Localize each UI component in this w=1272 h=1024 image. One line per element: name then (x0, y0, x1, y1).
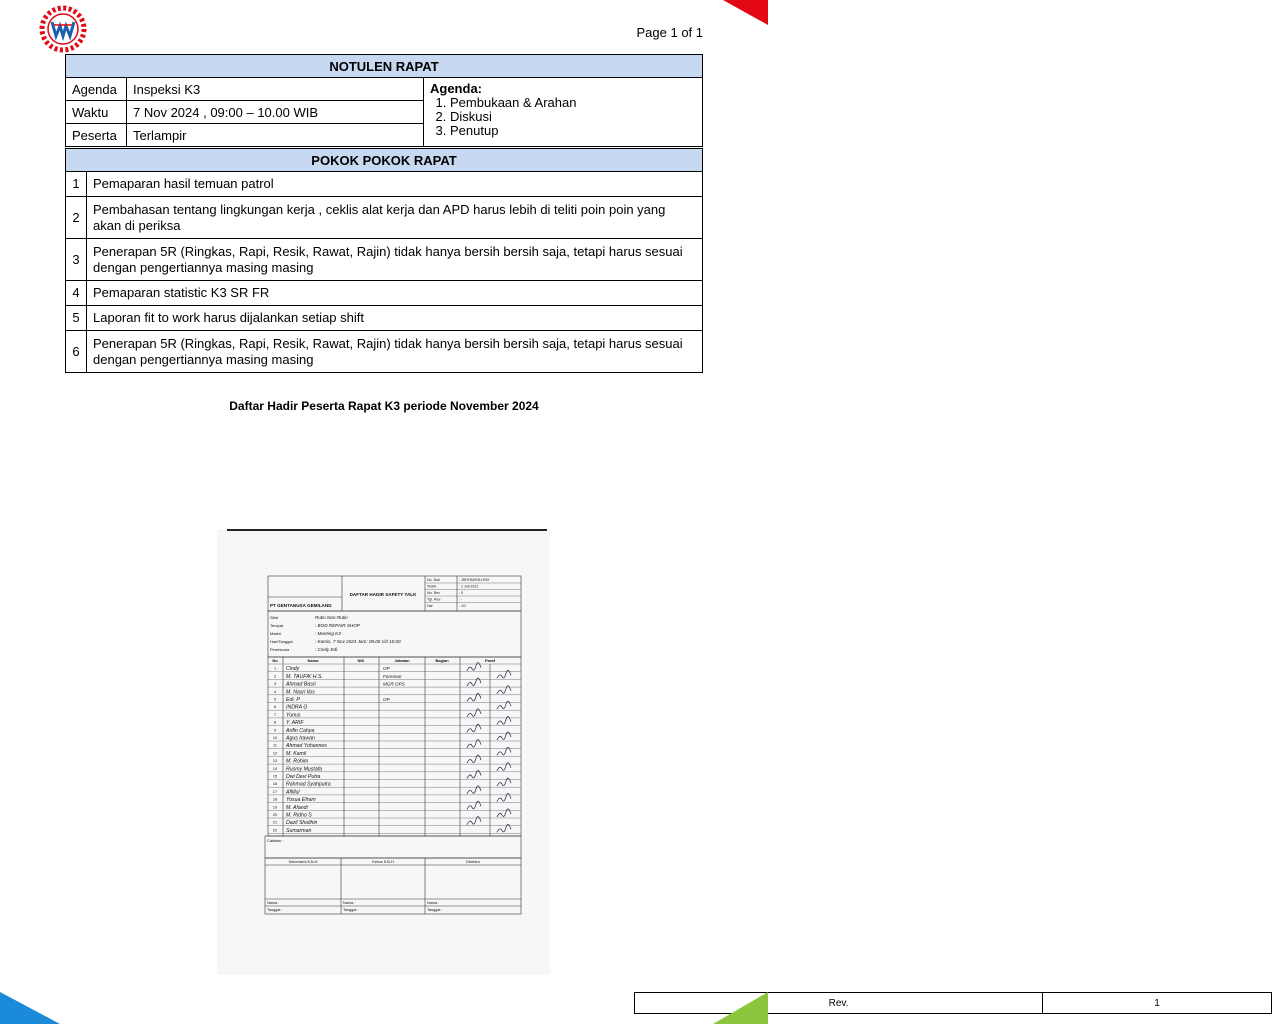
agenda-label: Agenda (66, 78, 127, 101)
point-text: Pembahasan tentang lingkungan kerja , ceklis alat kerja dan APD harus lebih di teliti poin poin yang akan di periksa (87, 197, 703, 239)
sheet-form-title: DAFTAR HADIR SAFETY TALK (349, 592, 417, 597)
corner-decoration-top-right (723, 0, 768, 25)
sheet-row-number: 3 (273, 682, 277, 687)
sheet-row-number: 2 (273, 674, 277, 679)
sheet-doc-label: No. Rev (427, 591, 440, 595)
sheet-attendee-name: Cindy (286, 666, 300, 673)
sheet-attendee-name: INDRA G (286, 704, 308, 711)
sheet-row-number: 20 (272, 813, 278, 817)
sheet-attendee-name: Rusmy Mustafa (286, 766, 323, 773)
sheet-attendee-name: Dwi Devi Putra (286, 774, 321, 780)
agenda-list-title: Agenda: (430, 81, 482, 96)
sheet-meta-value: : Kamis, 7 Nov 2024 Jam: 09.00 s/d 10.00 (315, 639, 401, 644)
point-number: 6 (66, 331, 87, 373)
sheet-row-number: 13 (272, 759, 278, 764)
sheet-sign-name: Nama : (427, 901, 440, 905)
sheet-row-number: 6 (273, 705, 277, 710)
sheet-meta-label: Sifat (270, 615, 279, 620)
sheet-sign-date: Tanggal : (343, 908, 359, 912)
sheet-row-number: 10 (272, 736, 278, 740)
waktu-label: Waktu (66, 101, 127, 124)
sheet-meta-value: : Meeting K3 (315, 631, 341, 636)
sheet-attendee-name: Dazil Sholihin (286, 820, 318, 827)
sheet-catatan: Catatan : (267, 838, 284, 843)
agenda-item: 3. Penutup (450, 124, 696, 138)
sheet-attendee-name: Arifin Cahya (286, 727, 315, 734)
sheet-row-number: 1 (273, 666, 277, 671)
meeting-info-table (65, 54, 703, 147)
sheet-doc-value: : - (459, 597, 463, 602)
point-text: Penerapan 5R (Ringkas, Rapi, Resik, Rawat, Rajin) tidak hanya bersih bersih saja, tetapi harus sesuai dengan pengertiannya masing masing (87, 331, 703, 373)
attendance-sheet-photo (217, 529, 550, 975)
sheet-attendee-jabatan: MGR OPS (383, 681, 405, 687)
sheet-attendee-name: M. Ridho S (286, 812, 312, 819)
sheet-company: PT GENTANUSA GEMILANG (270, 603, 332, 608)
sheet-attendee-jabatan: Foreman (383, 673, 402, 679)
sheet-row-number: 8 (273, 720, 277, 725)
sheet-meta-value: : BOD REPAIR SHOP (315, 623, 360, 628)
sheet-doc-value: : JSF/HM/K3LH/0X (459, 578, 490, 582)
sheet-column-header: Bagian (435, 658, 449, 663)
rev-value: 1 (1043, 993, 1272, 1014)
sheet-attendee-name: Edi. P (286, 697, 300, 703)
sheet-attendee-name: M. Afandi (286, 804, 308, 811)
sheet-meta-label: Hari/Tanggal (270, 639, 293, 644)
sheet-sign-title: Sekertaris K3LH (288, 859, 318, 864)
sheet-column-header: No (272, 658, 278, 663)
sheet-row-number: 11 (273, 743, 277, 748)
company-logo (40, 6, 86, 52)
sheet-sign-name: Nama : (267, 901, 280, 905)
sheet-attendee-name: Sumarman (286, 827, 312, 834)
waktu-value: 7 Nov 2024 , 09:00 – 10.00 WIB (127, 101, 424, 124)
sheet-meta-value: Rutin Non-Rutin (315, 615, 348, 620)
sheet-attendee-name: Ahmad Yohannes (286, 743, 327, 750)
sheet-meta-label: Pembicara (270, 647, 290, 652)
sheet-doc-label: Terbit (427, 584, 436, 589)
sheet-meta-label: Tempat (270, 623, 284, 628)
pokok-rapat-table (65, 148, 703, 373)
peserta-value: Terlampir (127, 124, 424, 147)
sheet-row-number: 4 (273, 689, 277, 694)
sheet-meta-value: : Cindy Edi (315, 647, 338, 652)
sheet-row-number: 18 (272, 797, 278, 802)
sheet-attendee-name: M. TAUFIK H.S. (286, 673, 323, 680)
sheet-attendee-name: Yosua Efram (286, 797, 316, 804)
sheet-doc-label: No. Dok (427, 578, 440, 582)
sheet-column-header: Nama (307, 658, 319, 663)
sheet-row-number: 17 (272, 789, 278, 794)
sheet-doc-label: Hal (427, 604, 433, 608)
peserta-label: Peserta (66, 124, 127, 147)
sheet-attendee-jabatan: OP (383, 697, 390, 702)
attendance-title: Daftar Hadir Peserta Rapat K3 periode November 2024 (229, 399, 539, 413)
sheet-row-number: 5 (273, 697, 277, 702)
sheet-attendee-name: Ahmad Basri (286, 681, 316, 688)
sheet-doc-value: : 1/1 (459, 604, 466, 608)
sheet-row-number: 7 (273, 712, 277, 717)
point-number: 5 (66, 306, 87, 331)
sheet-row-number: 15 (272, 774, 278, 779)
sheet-doc-value: : 0 (459, 591, 463, 595)
sheet-attendee-name: Agus Irawan (286, 735, 315, 742)
sheet-row-number: 14 (272, 766, 278, 771)
corner-decoration-bottom-left (0, 992, 60, 1024)
sheet-column-header: Paraf (484, 658, 496, 663)
sheet-row-number: 22 (272, 828, 278, 833)
point-text: Pemaparan statistic K3 SR FR (87, 281, 703, 306)
point-number: 2 (66, 197, 87, 239)
sheet-sign-title: Ketua K3LH (372, 859, 394, 864)
sheet-meta-label: Materi (270, 631, 282, 636)
sheet-row-number: 12 (272, 751, 278, 756)
agenda-list (424, 78, 703, 147)
sheet-row-number: 16 (272, 782, 278, 787)
corner-decoration-bottom-right (713, 992, 768, 1024)
sheet-column-header: NIK (357, 658, 365, 663)
point-number: 3 (66, 239, 87, 281)
sheet-attendee-name: Aflillul (286, 789, 300, 796)
sheet-sign-date: Tanggal : (267, 908, 283, 912)
sheet-row-number: 19 (272, 805, 278, 810)
rev-label: Rev. (635, 993, 1043, 1014)
sheet-doc-label: Tgl. Rev (427, 597, 441, 602)
sheet-attendee-name: M. Rohim (286, 758, 309, 765)
page-number: Page 1 of 1 (636, 25, 703, 40)
sheet-sign-title: Direktur (465, 859, 481, 864)
agenda-item: 2. Diskusi (450, 110, 696, 124)
point-text: Pemaparan hasil temuan patrol (87, 172, 703, 197)
agenda-item: 1. Pembukaan & Arahan (450, 96, 696, 110)
sheet-attendee-jabatan: OP (383, 666, 390, 672)
sheet-row-number: 21 (272, 820, 278, 825)
point-number: 4 (66, 281, 87, 306)
sheet-sign-name: Nama : (343, 901, 356, 905)
sheet-attendee-name: Yunus (286, 712, 301, 719)
sheet-attendee-name: M. Kamil (286, 750, 307, 757)
sheet-attendee-name: M. Nasri Ilos (286, 689, 315, 696)
sheet-row-number: 9 (273, 728, 277, 733)
sheet-attendee-name: Y. ARIF (286, 720, 304, 727)
sheet-sign-date: Tanggal : (427, 908, 443, 912)
point-number: 1 (66, 172, 87, 197)
agenda-value: Inspeksi K3 (127, 78, 424, 101)
sheet-column-header: Jabatan (394, 658, 410, 663)
point-text: Laporan fit to work harus dijalankan setiap shift (87, 306, 703, 331)
notulen-title: NOTULEN RAPAT (66, 55, 703, 78)
pokok-title: POKOK POKOK RAPAT (66, 149, 703, 172)
point-text: Penerapan 5R (Ringkas, Rapi, Resik, Rawat, Rajin) tidak hanya bersih bersih saja, tetapi harus sesuai dengan pengertiannya masing masing (87, 239, 703, 281)
sheet-attendee-name: Rahmad Syahputra (286, 781, 331, 788)
sheet-doc-value: : 1 Juli 2021 (459, 584, 479, 589)
